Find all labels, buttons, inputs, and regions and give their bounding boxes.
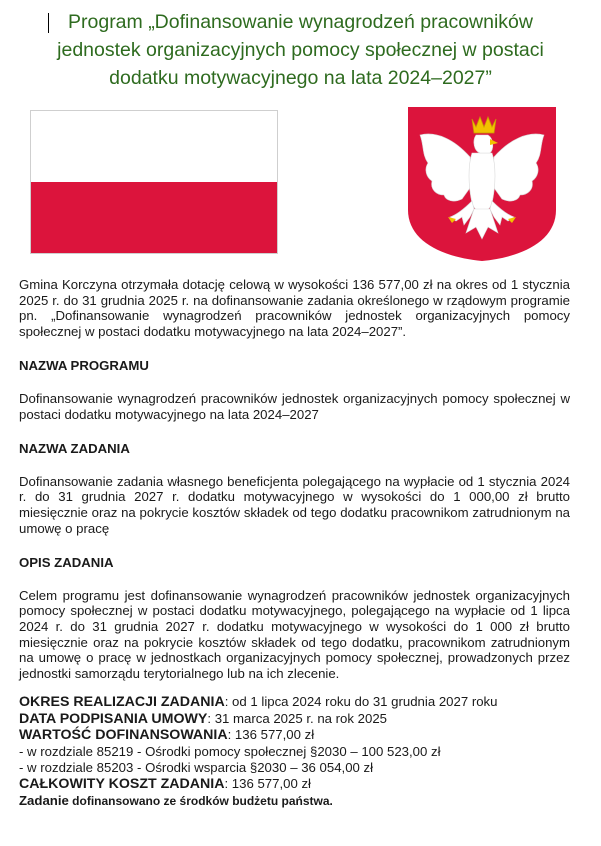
title-line-3: dodatku motywacyjnego na lata 2024–2027” xyxy=(109,67,492,89)
period-label: OKRES REALIZACJI ZADANIA xyxy=(19,694,225,711)
funding-item-1: - w rozdziale 85219 - Ośrodki pomocy społecznej §2030 – 100 523,00 zł xyxy=(19,743,441,759)
final-row xyxy=(19,793,570,809)
signing-row xyxy=(19,711,570,727)
summary-block xyxy=(19,694,570,809)
signing-label: DATA PODPISANIA UMOWY xyxy=(19,710,208,727)
section-program-name xyxy=(19,358,570,422)
flag-white-stripe xyxy=(31,111,277,182)
final-word: Zadanie xyxy=(19,792,69,808)
flag-red-stripe xyxy=(31,182,277,253)
section-text: Dofinansowanie zadania własnego beneficjenta polegającego na wypłacie od 1 stycznia 2024 r. do 31 grudnia 2027 r. dodatku motywacyjnego w wysokości do 1 000,00 zł brutto miesięcznie oraz na pokrycie kosztów składek od tego dodatku pracownikom zatrudnionym na umowę o pracę xyxy=(19,473,570,536)
section-task-description xyxy=(19,555,570,681)
total-label: CAŁKOWITY KOSZT ZADANIA xyxy=(19,776,225,793)
page-title xyxy=(0,8,601,92)
funding-label: WARTOŚĆ DOFINANSOWANIA xyxy=(19,727,228,744)
section-task-name xyxy=(19,441,570,536)
period-row xyxy=(19,694,570,710)
intro-paragraph: Gmina Korczyna otrzymała dotację celową w wysokości 136 577,00 zł na okres od 1 stycznia 2025 r. do 31 grudnia 2025 r. na dofinansowanie zadania określonego w rządowym programie pn. „Dofinansowanie wynagrodzeń pracowników jednostek organizacyjnych pomocy społecznej w postaci dodatku motywacyjnego na lata 2024–2027”. xyxy=(19,277,570,339)
polish-eagle-emblem-image xyxy=(406,105,558,263)
section-text: Celem programu jest dofinansowanie wynagrodzeń pracowników jednostek organizacyjnych pomocy społecznej w postaci dodatku motywacyjnego, polegającego na wypłacie od 1 lipca 2024 r. do 31 grudnia 2027 r. dodatku motywacyjnego w wysokości do 1 000 zł brutto miesięcznie oraz na pokrycie kosztów składek od tego dodatku, pracownikom zatrudnionym na umowę o pracę w jednostkach organizacyjnych pomocy społecznej, prowadzonych przez jednostki samorządu terytorialnego lub na ich zlecenie. xyxy=(19,587,570,681)
title-line-2: jednostek organizacyjnych pomocy społecznej w postaci xyxy=(57,39,544,61)
total-value: : 136 577,00 zł xyxy=(224,776,311,792)
total-row xyxy=(19,776,570,792)
section-text: Dofinansowanie wynagrodzeń pracowników jednostek organizacyjnych pomocy społecznej w postaci dodatku motywacyjnego na lata 2024–2027 xyxy=(19,390,570,422)
section-heading: NAZWA ZADANIA xyxy=(19,441,130,457)
section-heading: NAZWA PROGRAMU xyxy=(19,358,149,374)
final-rest: dofinansowano ze środków budżetu państwa. xyxy=(68,793,333,808)
polish-flag-image xyxy=(30,110,278,254)
funding-row xyxy=(19,727,570,743)
funding-value: : 136 577,00 zł xyxy=(227,727,315,743)
period-value: : od 1 lipca 2024 roku do 31 grudnia 2027 roku xyxy=(224,694,498,710)
funding-item-2: - w rozdziale 85203 - Ośrodki wsparcia §2030 – 36 054,00 zł xyxy=(19,759,374,775)
section-heading: OPIS ZADANIA xyxy=(19,555,114,571)
signing-value: : 31 marca 2025 r. na rok 2025 xyxy=(207,710,387,726)
document-body xyxy=(19,277,570,809)
title-line-1: Program „Dofinansowanie wynagrodzeń pracowników xyxy=(68,11,533,33)
